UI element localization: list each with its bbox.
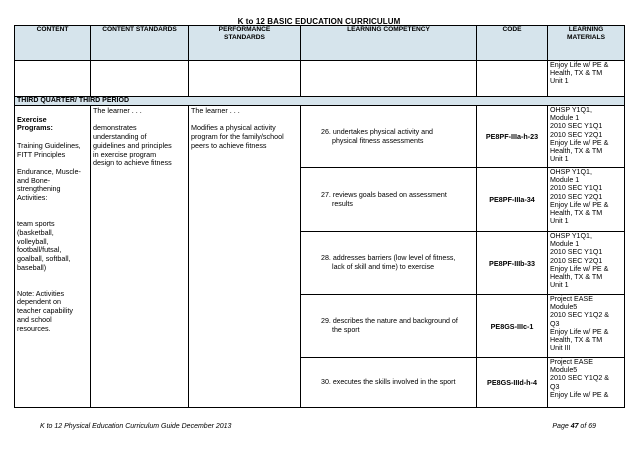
code-cell: PE8PF-IIIb-33 <box>477 232 548 295</box>
document-title: K to 12 BASIC EDUCATION CURRICULUM <box>237 17 401 26</box>
code-cell: PE8PF-IIIa-34 <box>477 168 548 232</box>
header-content-standards: CONTENT STANDARDS <box>91 26 189 61</box>
carryover-materials: Enjoy Life w/ PE & Health, TX & TM Unit 1 <box>548 61 625 97</box>
code-cell: PE8PF-IIIa-h-23 <box>477 106 548 168</box>
competency-cell <box>301 295 477 358</box>
content-cell <box>15 106 91 408</box>
content-heading: Exercise Programs: <box>17 114 53 133</box>
competency-cell <box>301 358 477 408</box>
code-cell: PE8GS-IIIc-1 <box>477 295 548 358</box>
carryover-row <box>15 61 625 97</box>
competency-text: 28. addresses barriers (low level of fitness, lack of skill and time) to exercise <box>321 254 456 271</box>
footer-guide-title: K to 12 Physical Education Curriculum Guide December 2013 <box>40 423 232 430</box>
competency-text: 27. reviews goals based on assessment results <box>321 190 447 208</box>
footer-page-number: Page 47 of 69 <box>552 423 596 430</box>
quarter-label: THIRD QUARTER/ THIRD PERIOD <box>15 97 625 106</box>
competency-cell <box>301 232 477 295</box>
competency-text: 26. undertakes physical activity and physical fitness assessments <box>321 127 433 145</box>
materials-cell: Project EASE Module5 2010 SEC Y1Q2 & Q3 Enjoy Life w/ PE & <box>548 358 625 408</box>
materials-cell: Project EASE Module5 2010 SEC Y1Q2 & Q3 Enjoy Life w/ PE & Health, TX & TM Unit III <box>548 295 625 358</box>
materials-cell: OHSP Y1Q1, Module 1 2010 SEC Y1Q1 2010 SEC Y2Q1 Enjoy Life w/ PE & Health, TX & TM Unit 1 <box>548 232 625 295</box>
competency-cell <box>301 106 477 168</box>
competency-cell <box>301 168 477 232</box>
header-learning-materials: LEARNING MATERIALS <box>548 26 625 61</box>
header-row <box>15 26 625 61</box>
header-code: CODE <box>477 26 548 61</box>
competency-text: 29. describes the nature and background of the sport <box>321 317 458 334</box>
table-row <box>15 106 625 168</box>
header-content: CONTENT <box>15 26 91 61</box>
curriculum-table <box>14 25 625 408</box>
materials-cell: OHSP Y1Q1, Module 1 2010 SEC Y1Q1 2010 SEC Y2Q1 Enjoy Life w/ PE & Health, TX & TM Unit 1 <box>548 168 625 232</box>
competency-text: 30. executes the skills involved in the sport <box>321 378 456 387</box>
content-body: Training Guidelines, FITT Principles Endurance, Muscle- and Bone- strengthening Activities: team sports (basketball, volleyball, football/futsal, goalball, softball, baseball) Note: Activities dependent on teacher capability and school resources. <box>17 140 81 333</box>
quarter-row <box>15 97 625 106</box>
header-performance-standards: PERFORMANCE STANDARDS <box>189 26 301 61</box>
page-number: 47 <box>570 423 579 430</box>
performance-standards-cell: The learner . . . Modifies a physical activity program for the family/school peers to achieve fitness <box>189 106 301 408</box>
code-cell: PE8GS-IIId-h-4 <box>477 358 548 408</box>
materials-cell: OHSP Y1Q1, Module 1 2010 SEC Y1Q1 2010 SEC Y2Q1 Enjoy Life w/ PE & Health, TX & TM Unit 1 <box>548 106 625 168</box>
header-learning-competency: LEARNING COMPETENCY <box>301 26 477 61</box>
content-standards-cell: The learner . . . demonstrates understanding of guidelines and principles in exercise program design to achieve fitness <box>91 106 189 408</box>
